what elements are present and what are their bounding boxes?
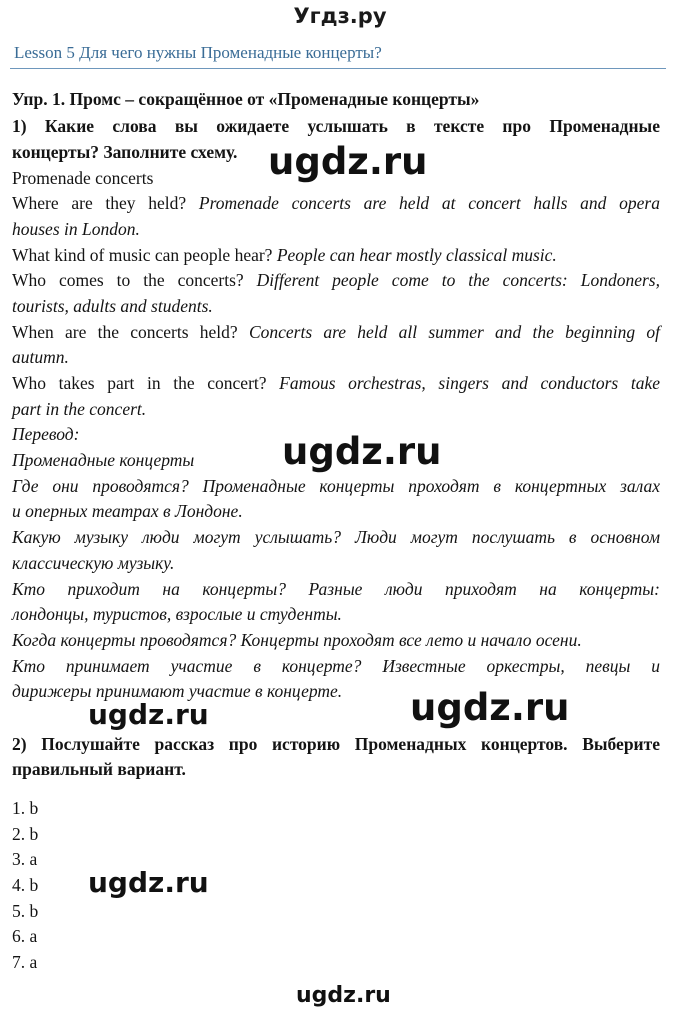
question: When are the concerts held?: [12, 322, 249, 342]
task2-instruction-line1: 2) Послушайте рассказ про историю Променадных концертов. Выберите: [12, 734, 660, 754]
watermark: ugdz.ru: [88, 866, 209, 899]
watermark: ugdz.ru: [282, 430, 442, 473]
scheme-heading: Promenade concerts: [12, 168, 154, 188]
translation-line: Кто приходит на концерты? Разные люди приходят на концерты:: [12, 579, 660, 599]
translation-line: дирижеры принимают участие в концерте.: [12, 681, 343, 701]
translation-label: Перевод:: [12, 424, 80, 444]
qa-item-3-line1: [12, 268, 660, 293]
qa-item-1-line2: houses in London.: [12, 219, 140, 239]
answer-item: 4. b: [12, 875, 39, 895]
translation-line: Какую музыку люди могут услышать? Люди могут послушать в основном: [12, 527, 660, 547]
qa-item-1-line1: [12, 191, 660, 216]
translation-line: Когда концерты проводятся? Концерты проходят все лето и начало осени.: [12, 630, 582, 650]
qa-item-2-line1: [12, 243, 660, 268]
task1-instruction-line2: концерты? Заполните схему.: [12, 142, 238, 162]
site-title: Угдз.ру: [293, 4, 387, 28]
translation-line: Где они проводятся? Променадные концерты проходят в концертных залах: [12, 476, 660, 496]
task2-instruction-line2: правильный вариант.: [12, 759, 186, 779]
answer-item: 2. b: [12, 824, 39, 844]
answer: Famous orchestras, singers and conductors take: [279, 373, 660, 393]
answer-item: 5. b: [12, 901, 39, 921]
answer: Promenade concerts are held at concert halls and opera: [198, 193, 660, 213]
question: Who takes part in the concert?: [12, 373, 280, 393]
task1-instruction-line1: 1) Какие слова вы ожидаете услышать в тексте про Променадные: [12, 116, 660, 136]
watermark: ugdz.ru: [268, 140, 428, 183]
translation-line: Променадные концерты: [12, 450, 195, 470]
answer: Concerts are held all summer and the beginning of: [248, 322, 660, 342]
answer-item: 6. a: [12, 926, 38, 946]
header-divider: [10, 68, 666, 69]
translation-line: Кто принимает участие в концерте? Известные оркестры, певцы и: [12, 656, 660, 676]
answer-item: 1. b: [12, 798, 39, 818]
question: Where are they held?: [12, 193, 199, 213]
qa-item-3-line2: tourists, adults and students.: [12, 296, 213, 316]
qa-item-4-line1: [12, 320, 660, 345]
answer-item: 3. a: [12, 849, 38, 869]
qa-item-5-line2: part in the concert.: [12, 399, 147, 419]
watermark: ugdz.ru: [88, 698, 209, 731]
answer-item: 7. a: [12, 952, 38, 972]
watermark: ugdz.ru: [410, 686, 570, 729]
question: Who comes to the concerts?: [12, 270, 257, 290]
question: What kind of music can people hear?: [12, 245, 277, 265]
lesson-header: Lesson 5 Для чего нужны Променадные концерты?: [14, 43, 382, 62]
translation-line: лондонцы, туристов, взрослые и студенты.: [12, 604, 342, 624]
qa-item-5-line1: [12, 371, 660, 396]
answer: People can hear mostly classical music.: [276, 245, 557, 265]
translation-line: классическую музыку.: [12, 553, 175, 573]
qa-item-4-line2: autumn.: [12, 347, 69, 367]
watermark: ugdz.ru: [296, 983, 391, 1008]
exercise-title: Упр. 1. Промс – сокращённое от «Променадные концерты»: [12, 89, 480, 109]
translation-line: и оперных театрах в Лондоне.: [12, 501, 243, 521]
answer: Different people come to the concerts: Londoners,: [256, 270, 660, 290]
